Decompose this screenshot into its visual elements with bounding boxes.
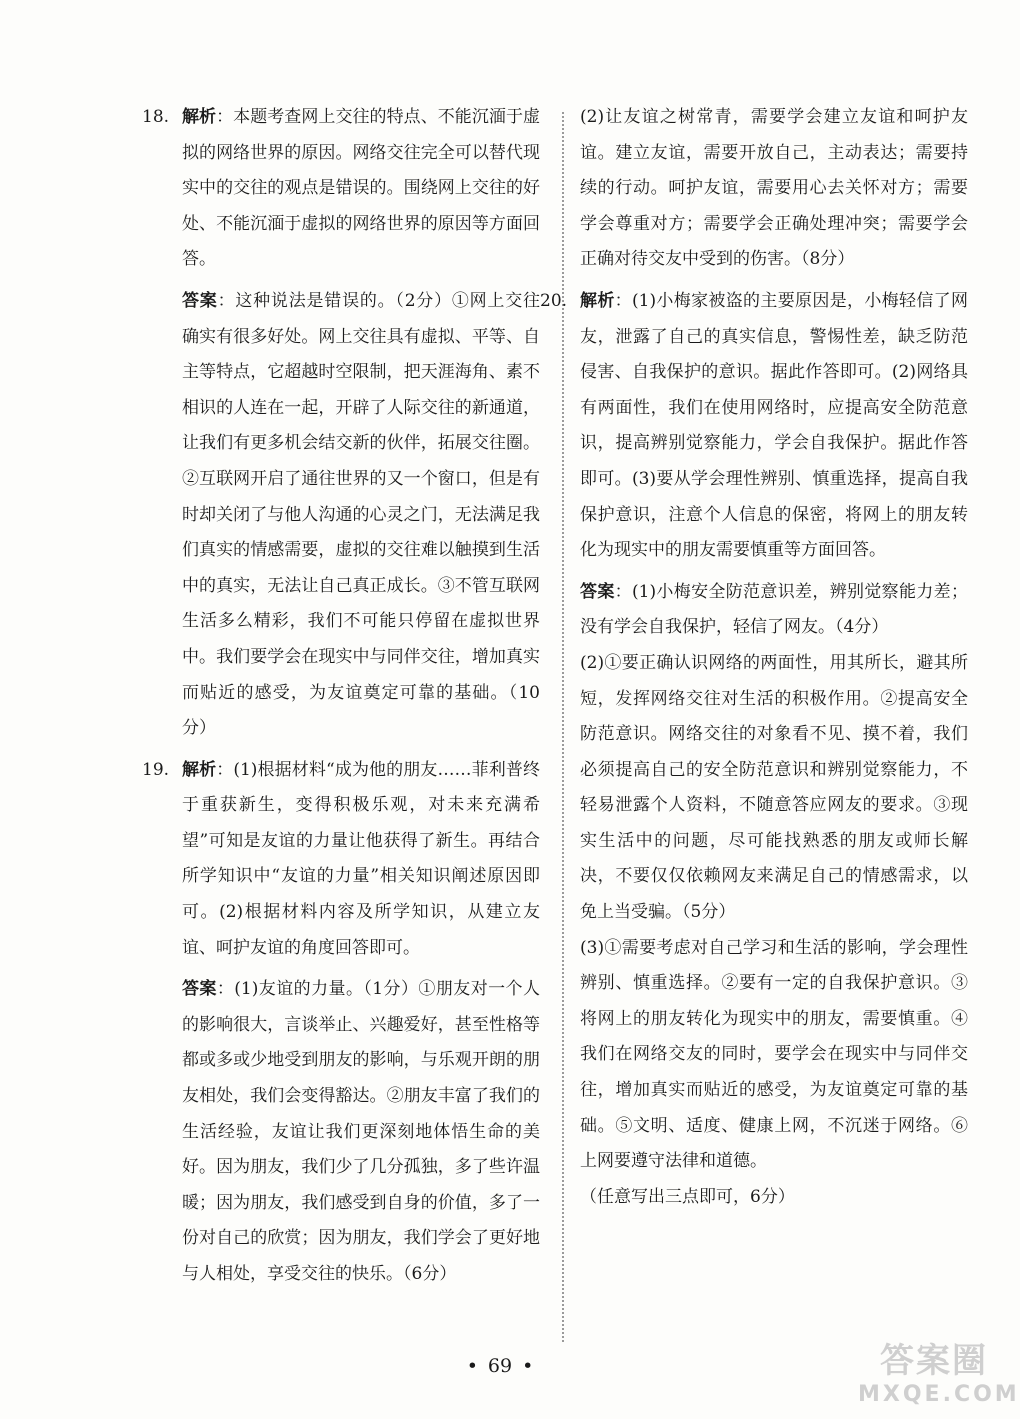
analysis-text: ：(1)根据材料“成为他的朋友……菲利普终于重获新生，变得积极乐观，对未来充满希望”可知是友谊的力量让他获得了新生。再结合所学知识中“友谊的力量”相关知识阐述原因即可。(2)根据材料内容及所学知识，从建立友谊、呵护友谊的角度回答即可。: [182, 759, 540, 958]
analysis-label: 解析: [182, 759, 217, 780]
page-footer: [0, 1355, 1000, 1377]
analysis-text: ：本题考查网上交往的特点、不能沉湎于虚拟的网络世界的原因。网络交往完全可以替代现实中的交往的观点是错误的。围绕网上交往的好处、不能沉湎于虚拟的网络世界的原因等方面回答。: [182, 107, 541, 270]
footer-dot-right: •: [522, 1355, 534, 1377]
analysis-paragraph: [182, 100, 540, 278]
answer-paragraph: [182, 972, 540, 1292]
analysis-label: 解析: [182, 107, 217, 127]
answer-paragraph: [182, 284, 540, 747]
question-number: 18.: [142, 107, 170, 127]
analysis-paragraph: [580, 284, 968, 569]
footer-dot-left: •: [466, 1355, 478, 1377]
answer-text: ：(1)小梅安全防范意识差，辨别觉察能力差；没有学会自我保护，轻信了网友。（4分）: [580, 581, 969, 638]
right-column: [540, 100, 969, 1215]
page-number: 69: [487, 1355, 513, 1377]
question-18: [142, 100, 541, 747]
analysis-paragraph: [182, 753, 540, 967]
answer-label: 答案: [182, 979, 217, 1000]
watermark-site: MXQE.COM: [858, 1382, 1020, 1407]
watermark-logo: [858, 1333, 1020, 1411]
answer-text: ：这种说法是错误的。（2分）①网上交往确实有很多好处。网上交往具有虚拟、平等、自主等特点，它超越时空限制，把天涯海角、素不相识的人连在一起，开辟了人际交往的新通道，让我们有更多机会结交新的伙伴，拓展交往圈。②互联网开启了通往世界的又一个窗口，但是有时却关闭了与他人沟通的心灵之门，无法满足我们真实的情感需要，虚拟的交往难以触摸到生活中的真实，无法让自己真正成长。③不管互联网生活多么精彩，我们不可能只停留在虚拟世界中。我们要学会在现实中与同伴交往，增加真实而贴近的感受，为友谊奠定可靠的基础。（10分）: [182, 290, 540, 739]
question-number: 20.: [540, 290, 568, 311]
answer-note: （任意写出三点即可，6分）: [580, 1186, 795, 1207]
question-19: [142, 753, 540, 1293]
left-column: [142, 100, 541, 1293]
question-number: 19.: [142, 759, 170, 780]
watermark-title: 答案圈: [880, 1341, 988, 1381]
answer-label: 答案: [182, 290, 218, 311]
answer-text: ：(1)友谊的力量。（1分）①朋友对一个人的影响很大，言谈举止、兴趣爱好，甚至性格等都或多或少地受到朋友的影响，与乐观开朗的朋友相处，我们会变得豁达。②朋友丰富了我们的生活经验，友谊让我们更深刻地体悟生命的美好。因为朋友，我们少了几分孤独，多了些许温暖；因为朋友，我们感受到自身的价值，多了一份对自己的欣赏；因为朋友，我们学会了更好地与人相处，享受交往的快乐。（6分）: [182, 979, 540, 1284]
answer-continuation: (2)让友谊之树常青，需要学会建立友谊和呵护友谊。建立友谊，需要开放自己，主动表达；需要持续的行动。呵护友谊，需要用心去关怀对方；需要学会尊重对方；需要学会正确处理冲突；需要学会正确对待交友中受到的伤害。（8分）: [580, 107, 968, 270]
analysis-text: ：(1)小梅家被盗的主要原因是，小梅轻信了网友，泄露了自己的真实信息，警惕性差，缺乏防范侵害、自我保护的意识。据此作答即可。(2)网络具有两面性，我们在使用网络时，应提高安全防范意识，提高辨别觉察能力，学会自我保护。据此作答即可。(3)要从学会理性辨别、慎重选择，提高自我保护意识，注意个人信息的保密，将网上的朋友转化为现实中的朋友需要慎重等方面回答。: [580, 290, 969, 561]
answer-part-2: (2)①要正确认识网络的两面性，用其所长，避其所短，发挥网络交往对生活的积极作用。②提高安全防范意识。网络交往的对象看不见、摸不着，我们必须提高自己的安全防范意识和辨别觉察能力，不轻易泄露个人资料，不随意答应网友的要求。③现实生活中的问题，尽可能找熟悉的朋友或师长解决，不要仅仅依赖网友来满足自己的情感需求，以免上当受骗。（5分）: [580, 652, 968, 923]
answer-part-3: (3)①需要考虑对自己学习和生活的影响，学会理性辨别、慎重选择。②要有一定的自我保护意识。③将网上的朋友转化为现实中的朋友，需要慎重。④我们在网络交友的同时，要学会在现实中与同伴交往，增加真实而贴近的感受，为友谊奠定可靠的基础。⑤文明、适度、健康上网，不沉迷于网络。⑥上网要遵守法律和道德。: [580, 937, 968, 1172]
answer-label: 答案: [580, 581, 615, 602]
analysis-label: 解析: [580, 290, 615, 311]
answer-paragraph: [580, 575, 968, 646]
question-20: [540, 284, 969, 1215]
